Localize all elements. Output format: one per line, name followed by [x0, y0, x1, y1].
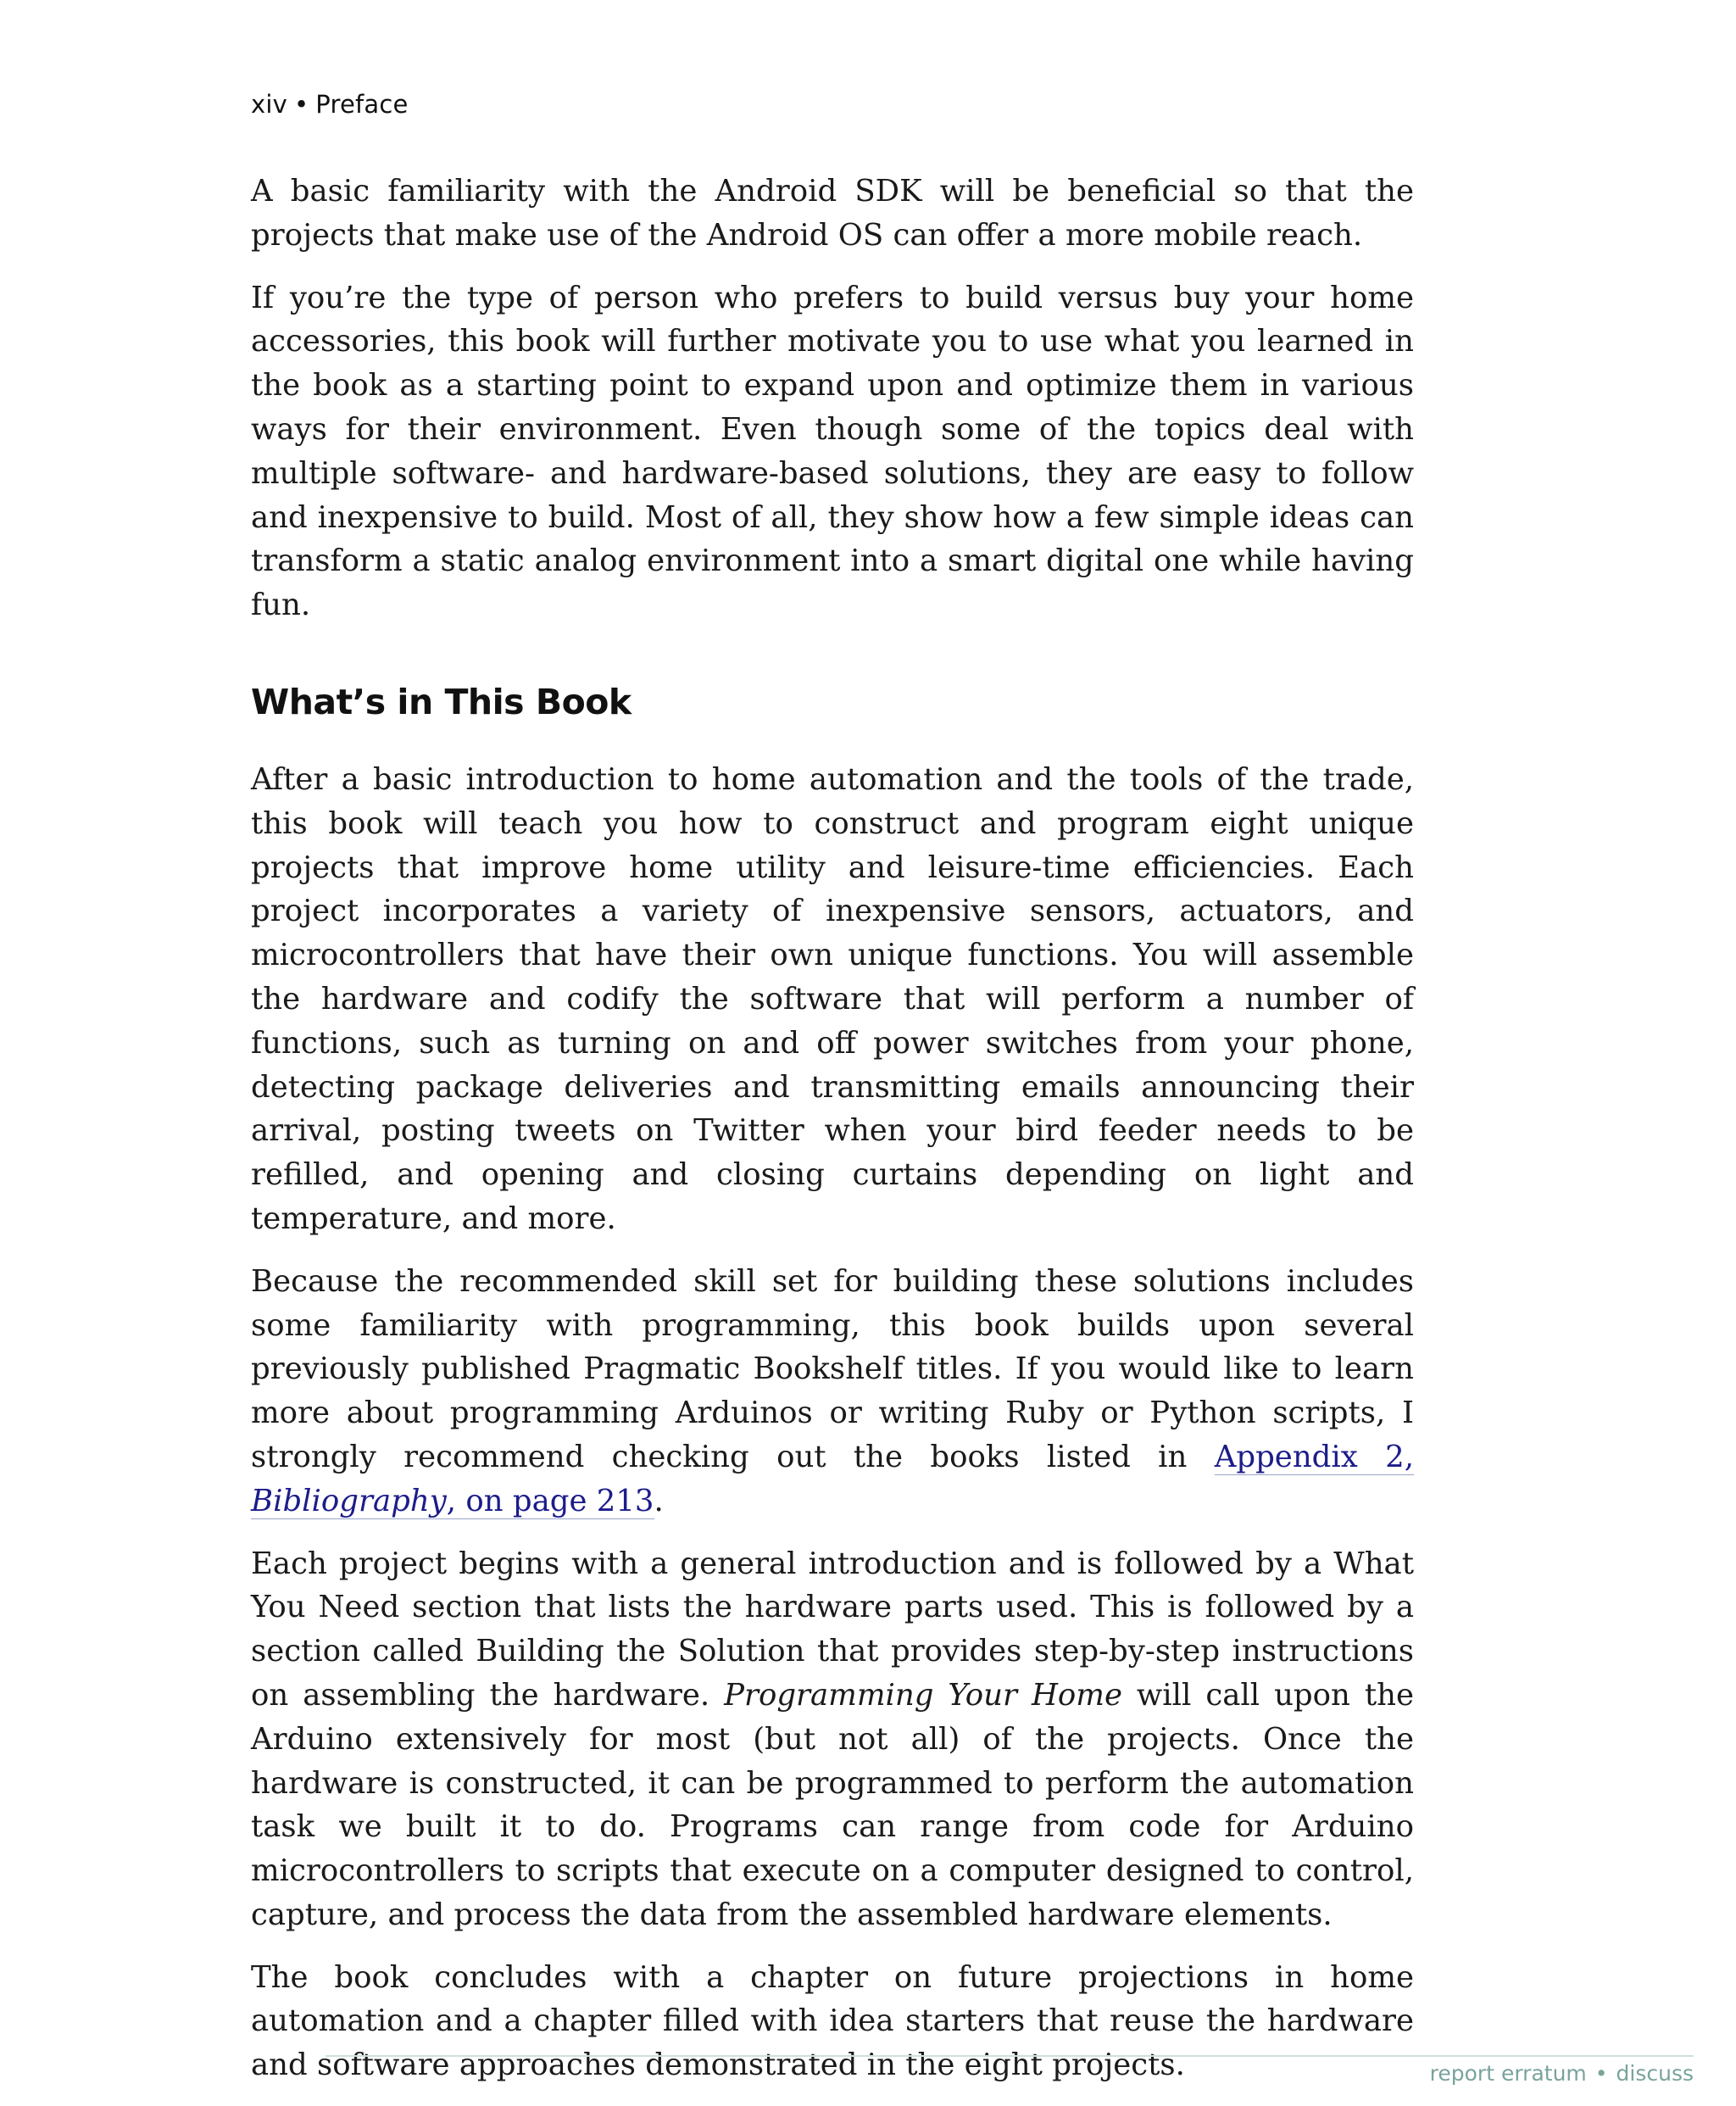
section-paragraph-2-text: Because the recommended skill set for building these solutions includes some familiarity with programming, this book builds upon several previously published Pragmatic Bookshelf titles. If you would like to learn more about programming Arduinos or writing Ruby or Python scripts, I strongly recommend checking out the books listed in: [251, 1263, 1414, 1474]
footer-divider: [326, 2055, 1694, 2057]
section-paragraph-1: After a basic introduction to home automation and the tools of the trade, this book will teach you how to construct and program eight unique projects that improve home utility and leisure-time efficiencies. Each project incorporates a variety of inexpensive sensors, actuators, and microcontrollers that have their own unique functions. You will assemble the hardware and codify the software that will perform a number of functions, such as turning on and off power switches from your phone, detecting package deliveries and transmitting emails announcing their arrival, posting tweets on Twitter when your bird feeder needs to be refilled, and opening and closing curtains depending on light and temperature, and more.: [251, 761, 1414, 1236]
section-paragraph-3-before: Each project begins with a general introduction and is followed by a What You Need section that lists the hardware parts used. This is followed by a section called Building the Solution that provides step-by-step instructions on assembling the hardware.: [251, 1546, 1414, 1713]
footer-separator: •: [1594, 2061, 1608, 2086]
bibliography-link-title: Bibliography: [251, 1483, 447, 1518]
intro-paragraph-1: A basic familiarity with the Android SDK will be beneficial so that the projects that make use of the Android OS can offer a more mobile reach.: [251, 174, 1414, 253]
page-body: [251, 170, 1414, 2106]
section-paragraph-2: [251, 1260, 1414, 1524]
bibliography-link-prefix: Appendix 2,: [1214, 1439, 1414, 1474]
bibliography-link-suffix: , on page 213: [446, 1483, 654, 1518]
book-title: Programming Your Home: [724, 1677, 1122, 1713]
running-head: [251, 90, 409, 119]
section-paragraph-3-after: will call upon the Arduino extensively for most (but not all) of the projects. Once the hardware is constructed, it can be programmed to perform the automation task we built it to do. Programs can range from code for Arduino microcontrollers to scripts that execute on a computer designed to control, capture, and process the data from the assembled hardware elements.: [251, 1677, 1414, 1932]
header-separator: •: [293, 90, 309, 119]
discuss-link[interactable]: discuss: [1616, 2061, 1694, 2086]
section-name: Preface: [315, 90, 409, 119]
intro-paragraph-2: If you’re the type of person who prefers to build versus buy your home accessories, this book will further motivate you to use what you learned in the book as a starting point to expand upon and optimize them in various ways for their environment. Even though some of the topics deal with multiple software- and hardware-based solutions, they are easy to follow and inexpensive to build. Most of all, they show how a few simple ideas can transform a static analog environment into a smart digital one while having fun.: [251, 280, 1414, 623]
report-erratum-link[interactable]: report erratum: [1429, 2061, 1587, 2086]
section-paragraph-2-end: .: [654, 1483, 664, 1518]
page-number: xiv: [251, 90, 287, 119]
section-paragraph-4: The book concludes with a chapter on future projections in home automation and a chapter filled with idea starters that reuse the hardware and software approaches demonstrated in the eight projects.: [251, 1959, 1414, 2083]
section-paragraph-3: [251, 1542, 1414, 1937]
section-heading: What’s in This Book: [251, 681, 632, 722]
footer-links: [1430, 2061, 1694, 2086]
